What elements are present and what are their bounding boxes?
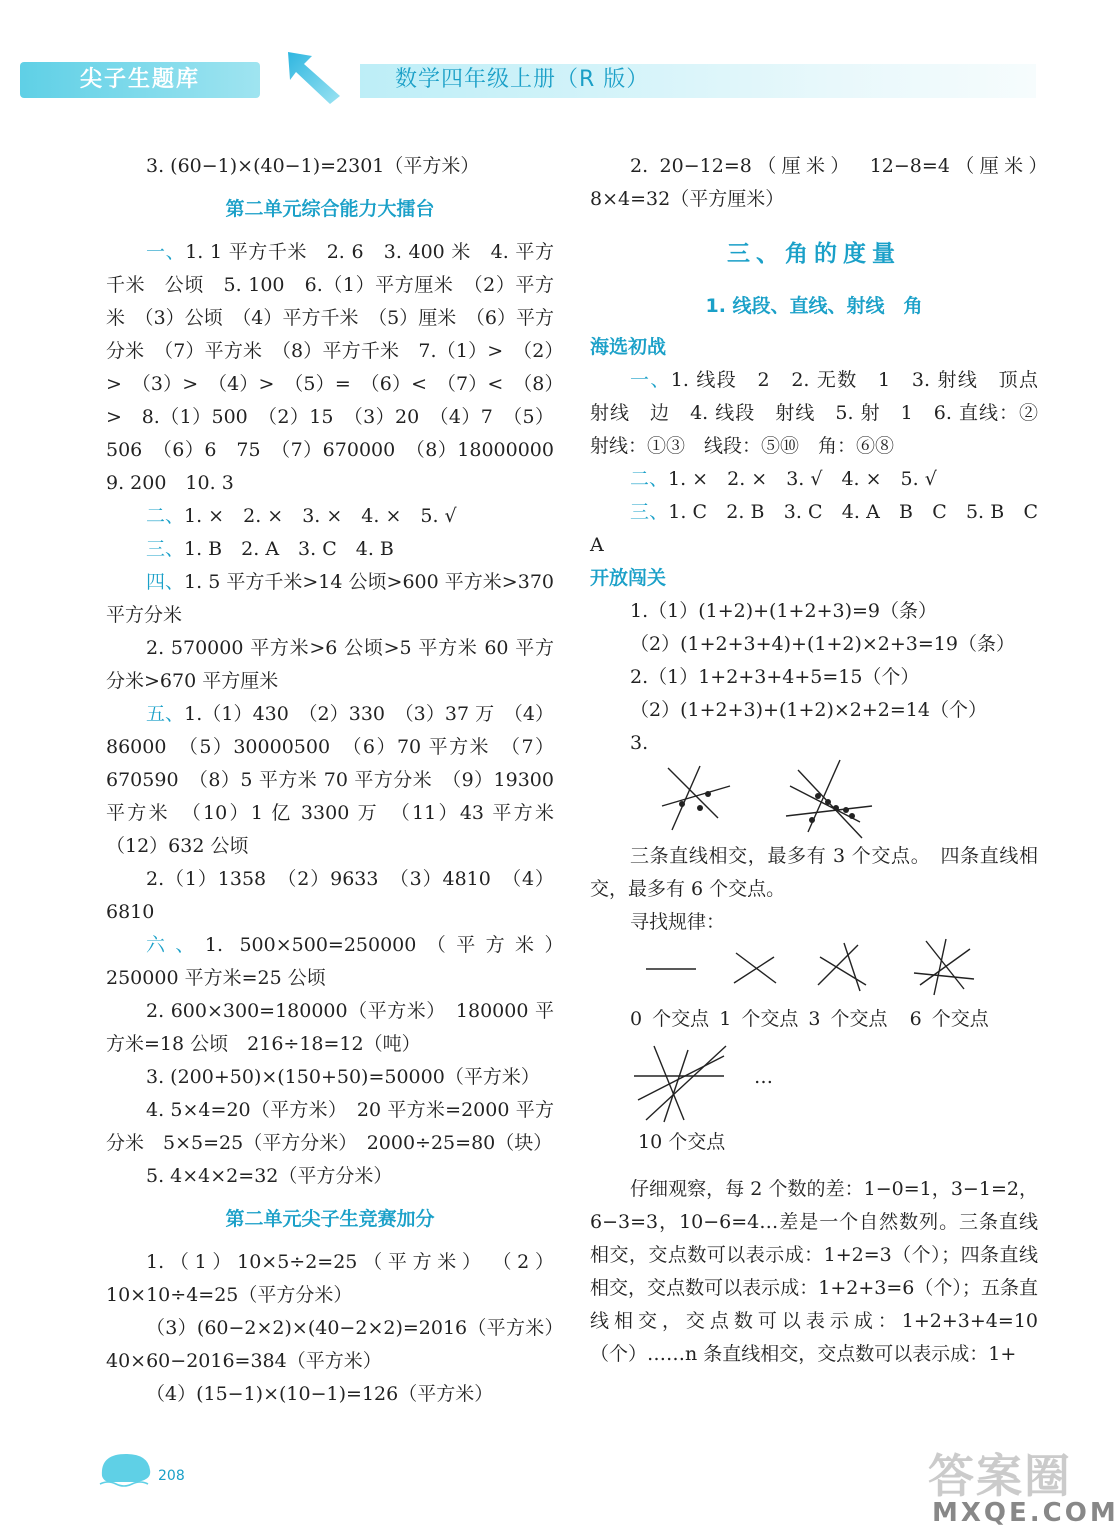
part-label: 三、 [146,538,185,560]
caption: 0 个交点 [630,1008,710,1030]
answer-paragraph [106,929,573,995]
brand-label: 尖子生题库 [80,67,201,92]
answer-text: 1. 线段 2 2. 无数 1 3. 射线 顶点 射线 边 4. 线段 射线 5. 射 1 6. 直线：② 射线：①③ 线段：⑤⑩ 角：⑥⑧ [590,369,1058,457]
part-label: 六、 [146,934,205,956]
answer-paragraph: （2）(1+2+3)+(1+2)×2+2=14（个） [630,699,987,721]
answer-paragraph [590,364,1058,463]
part-label: 一、 [146,241,186,263]
right-column [590,150,1058,1371]
part-label: 二、 [146,505,185,527]
part-label: 二、 [630,468,669,490]
answer-text: 1. 5 平方千米>14 公顷>600 平方米>370 平方分米 [106,571,554,626]
answer-paragraph: 仔细观察，每 2 个数的差：1−0=1，3−1=2，6−3=3，10−6=4…差是一个自然数列。三条直线相交，交点数可以表示成：1+2=3（个）；四条直线相交，交点数可以表示成：1+2+3=6（个）；五条直线相交，交点数可以表示成：1+2+3+4=10（个）……n 条直线相交，交点数可以表示成：1+ [590,1178,1038,1365]
watermark-logo: 答案圈 [928,1449,1072,1503]
answer-paragraph: 三条直线相交，最多有 3 个交点。 四条直线相交，最多有 6 个交点。 [590,845,1038,900]
answer-text: 1. B 2. A 3. C 4. B [184,538,394,560]
answer-paragraph: 1.（1）10×5÷2=25（平方米） （2）10×10÷4=25（平方分米） [106,1251,554,1306]
answer-text: 1.（1）430 （2）330 （3）37 万 （4）86000 （5）30000500 （6）70 平方米 （7）670590 （8）5 平方米 70 平方分米 （9）19300 平方米 （10）1 亿 3300 万 （11）43 平方米 （12）632 公顷 [106,703,574,857]
five-lines-figure [634,1040,728,1124]
answer-paragraph: 寻找规律： [630,911,726,933]
five-lines-row [590,1036,1038,1126]
answer-paragraph: 2. 20−12=8（厘米） 12−8=4（厘米） 8×4=32（平方厘米） [590,155,1058,210]
answer-paragraph [106,236,574,500]
whale-logo-icon [96,1446,156,1486]
answer-text: 1. C 2. B 3. C 4. A B C 5. B C A [590,501,1057,556]
brand-tab [20,62,260,98]
block-title: 开放闯关 [590,567,667,589]
answer-paragraph: 2. 600×300=180000（平方米） 180000 平方米=18 公顷 216÷18=12（吨） [106,1000,554,1055]
answer-paragraph [590,496,1057,562]
chapter-title: 三、角的度量 [727,241,901,267]
answer-paragraph [106,566,554,632]
answer-paragraph: 2. 570000 平方米>6 公顷>5 平方米 60 平方分米>670 平方厘米 [106,637,554,692]
three-four-lines-figure [590,760,1038,840]
block-title: 海选初战 [590,336,667,358]
answer-paragraph: 2.（1）1358 （2）9633 （3）4810 （4）6810 [106,868,554,923]
answer-paragraph: 5. 4×4×2=32（平方分米） [146,1165,393,1187]
part-label: 五、 [146,703,185,725]
caption-row [590,1003,1038,1036]
part-label: 四、 [146,571,185,593]
answer-text: 1. × 2. × 3. √ 4. × 5. √ [668,468,937,490]
arrow-icon [282,50,344,106]
part-label: 三、 [630,501,669,523]
page-header [0,0,1098,120]
page-number: 208 [158,1468,185,1484]
answer-paragraph [106,698,574,863]
answer-paragraph: （4）(15−1)×(10−1)=126（平方米） [146,1383,494,1405]
caption: 10 个交点 [638,1131,726,1153]
caption: 6 个交点 [909,1008,989,1030]
answer-paragraph: （2）(1+2+3+4)+(1+2)×2+3=19（条） [630,633,1015,655]
answer-text: 1. 500×500=250000（平方米） 250000 平方米=25 公顷 [106,934,573,989]
answer-paragraph [106,533,554,566]
ellipsis: … [754,1066,773,1088]
section-title: 第二单元尖子生竞赛加分 [225,1208,435,1230]
answer-paragraph [590,463,1038,496]
section-title: 第二单元综合能力大擂台 [225,198,435,220]
book-title: 数学四年级上册（R 版） [395,67,650,92]
answer-paragraph: 2.（1）1+2+3+4+5=15（个） [630,666,920,688]
answer-paragraph: 4. 5×4=20（平方米） 20 平方米=2000 平方分米 5×5=25（平方分米） 2000÷25=80（块） [106,1099,554,1154]
answer-paragraph: 3. [630,732,649,754]
answer-paragraph: 3. (200+50)×(150+50)=50000（平方米） [146,1066,540,1088]
watermark-url: MXQE.COM [932,1498,1119,1528]
answer-paragraph [106,500,554,533]
lesson-title: 1. 线段、直线、射线 角 [705,295,923,317]
lines-pattern-figure [590,939,1038,1003]
caption: 1 个交点 [719,1008,799,1030]
answer-text: 1. × 2. × 3. × 4. × 5. √ [184,505,457,527]
answer-line: 3. (60−1)×(40−1)=2301（平方米） [146,155,480,177]
left-column [106,150,574,1411]
part-label: 一、 [630,369,671,391]
answer-text: 1. 1 平方千米 2. 6 3. 400 米 4. 平方千米 公顷 5. 100 6.（1）平方厘米 （2）平方米 （3）公顷 （4）平方千米 （5）厘米 （6）平方分米 （7）平方米 （8）平方千米 7.（1）> （2）> （3）> （4）> （5）= （6）< （7）< （8）> 8.（1）500 （2）15 （3）20 （4）7 （5）506 （6）6 75 （7）670000 （8）18000000 9. 200 10. 3 [106,241,574,494]
answer-paragraph: 1.（1）(1+2)+(1+2+3)=9（条） [630,600,937,622]
answer-paragraph: （3）(60−2×2)×(40−2×2)=2016（平方米） 40×60−2016=384（平方米） [106,1317,574,1372]
caption: 3 个交点 [808,1008,888,1030]
